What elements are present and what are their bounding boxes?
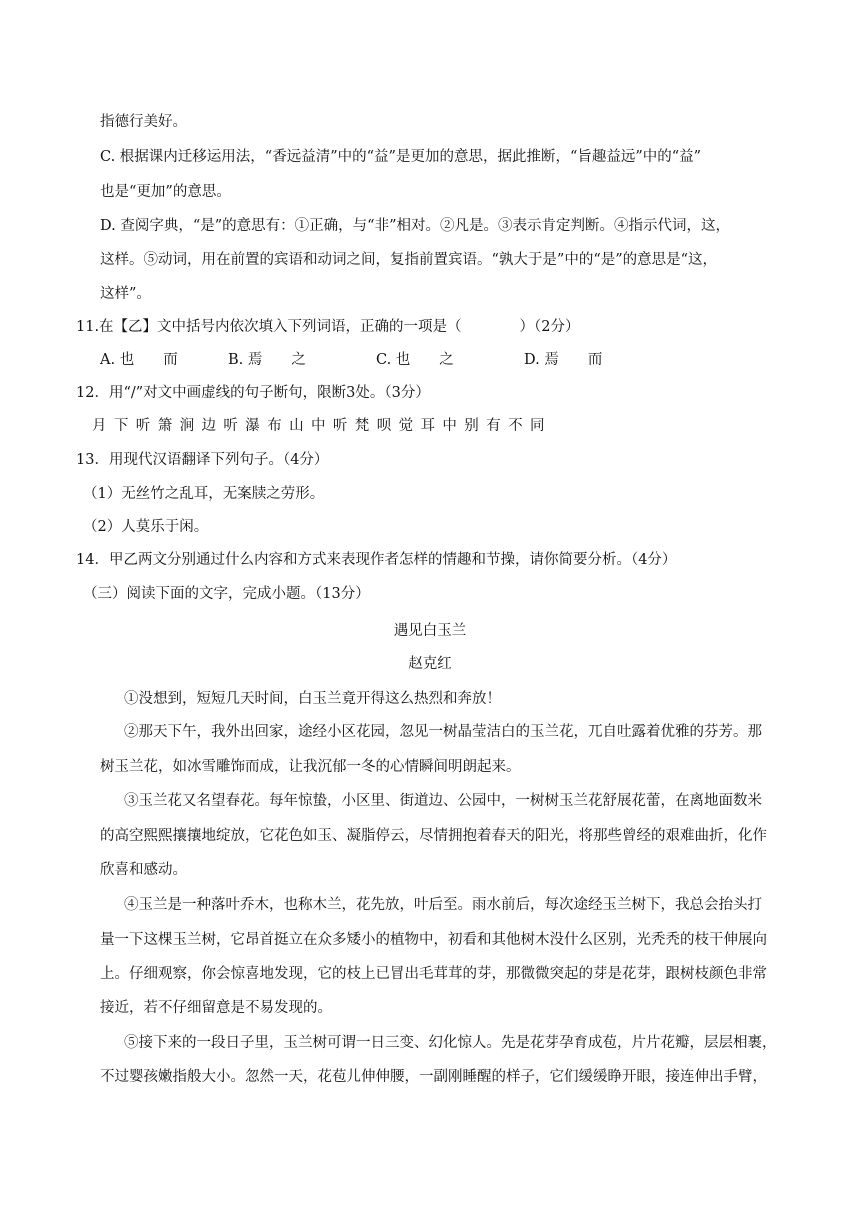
- option-d-line-3: 这样”。: [100, 286, 151, 302]
- question-13-stem: 13．用现代汉语翻译下列句子。（4分）: [76, 452, 329, 468]
- paragraph-4-line-1: ④玉兰是一种落叶乔木，也称木兰，花先放，叶后至。雨水前后，每次途经玉兰树下，我总会抬头打: [124, 897, 762, 913]
- paragraph-4-line-2: 量一下这棵玉兰树，它昂首挺立在众多矮小的植物中，初看和其他树木没什么区别，光秃秃的枝干伸展向: [100, 932, 767, 948]
- paragraph-2-line-2: 树玉兰花，如冰雪雕饰而成，让我沉郁一冬的心情瞬间明朗起来。: [100, 759, 521, 775]
- option-c-line-1: C. 根据课内迁移运用法，“香远益清”中的“益”是更加的意思，据此推断，“旨趣益远”中的“益”: [100, 149, 702, 165]
- paragraph-4-line-3: 上。仔细观察，你会惊喜地发现，它的枝上已冒出毛茸茸的芽，那微微突起的芽是花芽，跟树枝颜色非常: [100, 966, 767, 982]
- option-c-line-2: 也是“更加”的意思。: [100, 184, 231, 200]
- question-11-stem: 11.在【乙】文中括号内依次填入下列词语，正确的一项是（ ）（2分）: [76, 319, 580, 335]
- option-d-line-1: D. 查阅字典，“是”的意思有：①正确，与“非”相对。②凡是。③表示肯定判断。④指示代词，这，: [100, 218, 730, 234]
- paragraph-5-line-2: 不过婴孩嫩指般大小。忽然一天，花苞儿伸伸腰，一副刚睡醒的样子，它们缓缓睁开眼，接连伸出手臂，: [100, 1069, 767, 1085]
- passage-author: 赵克红: [408, 656, 452, 672]
- paragraph-3-line-1: ③玉兰花又名望春花。每年惊蛰，小区里、街道边、公园中，一树树玉兰花舒展花蕾，在离地面数米: [124, 793, 762, 809]
- option-b-continuation: 指德行美好。: [100, 114, 187, 130]
- question-12-sentence: 月下听箫涧边听瀑布山中听梵呗觉耳中别有不同: [92, 418, 552, 434]
- question-11-options: [100, 350, 602, 370]
- question-11-option-b: B. 焉 之: [228, 352, 306, 368]
- paragraph-3-line-2: 的高空熙熙攘攘地绽放，它花色如玉、凝脂停云，尽情拥抱着春天的阳光，将那些曾经的艰难曲折，化作: [100, 828, 767, 844]
- question-11-option-c: C. 也 之: [376, 352, 454, 368]
- section-3-heading: （三）阅读下面的文字，完成小题。（13分）: [83, 586, 370, 602]
- paragraph-5-line-1: ⑤接下来的一段日子里，玉兰树可谓一日三变、幻化惊人。先是花芽孕育成苞，片片花瓣，层层相裹，: [124, 1035, 777, 1051]
- paragraph-4-line-4: 接近，若不仔细留意是不易发现的。: [100, 1000, 332, 1016]
- paragraph-2-line-1: ②那天下午，我外出回家，途经小区花园，忽见一树晶莹洁白的玉兰花，兀自吐露着优雅的芬芳。那: [124, 724, 762, 740]
- question-12-stem: 12．用“/”对文中画虚线的句子断句，限断3处。（3分）: [76, 385, 430, 401]
- passage-title: 遇见白玉兰: [393, 623, 467, 639]
- paragraph-1: ①没想到，短短几天时间，白玉兰竟开得这么热烈和奔放！: [124, 691, 501, 707]
- paragraph-3-line-3: 欣喜和感动。: [100, 862, 187, 878]
- question-13-item-1: （1）无丝竹之乱耳，无案牍之劳形。: [83, 486, 325, 502]
- option-d-line-2: 这样。⑤动词，用在前置的宾语和动词之间，复指前置宾语。“孰大于是”中的“是”的意思是“这，: [100, 252, 718, 268]
- question-14-stem: 14．甲乙两文分别通过什么内容和方式来表现作者怎样的情趣和节操，请你简要分析。（4分）: [76, 552, 677, 568]
- question-13-item-2: （2）人莫乐于闲。: [83, 519, 209, 535]
- question-11-option-a: A. 也 而: [100, 352, 178, 368]
- question-11-option-d: D. 焉 而: [524, 352, 603, 368]
